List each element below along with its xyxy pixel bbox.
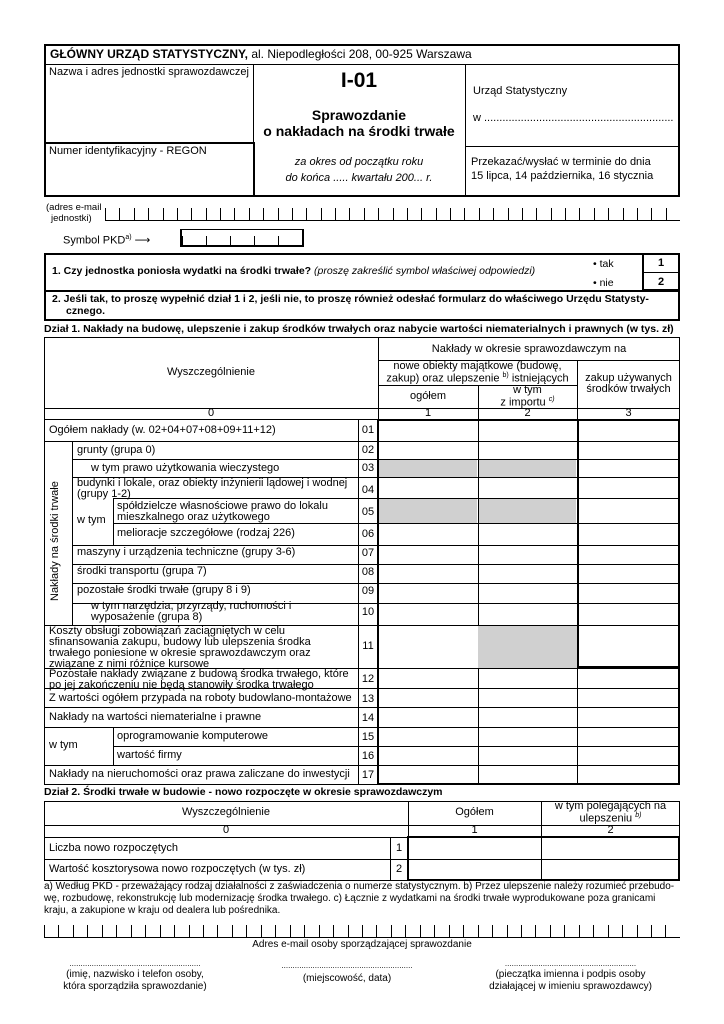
s1-wtym-2: w tym [49, 739, 78, 751]
s2-num-1: 1 [471, 824, 478, 836]
char-cell[interactable] [579, 925, 593, 937]
char-cell[interactable] [407, 208, 421, 220]
char-cell[interactable] [304, 925, 318, 937]
char-cell[interactable] [261, 925, 275, 937]
s1-row-12-label: Pozostałe nakłady związane z budową środka trwałego, które po jej zakończeniu nie będą stanowiły środka trwałego [49, 668, 349, 691]
s2-col-total: Ogółem [455, 806, 494, 818]
row-separator [113, 523, 680, 524]
char-cell[interactable] [608, 208, 622, 220]
s1-num-0: 0 [207, 407, 215, 419]
char-cell[interactable] [73, 925, 87, 937]
char-cell[interactable] [579, 208, 593, 220]
char-cell[interactable] [177, 208, 191, 220]
char-cell[interactable] [378, 208, 392, 220]
char-cell[interactable] [637, 925, 651, 937]
sig-place: (miejscowość, data) [302, 973, 392, 984]
office-name: GŁÓWNY URZĄD STATYSTYCZNY, [50, 47, 248, 61]
char-cell[interactable] [651, 925, 665, 937]
s2-col-improve-1: w tym polegających na [554, 800, 667, 812]
s1-col-new-1: nowe obiekty majątkowe (budowę, [393, 360, 562, 372]
s1-row-15-no: 15 [361, 731, 375, 743]
s2-row-2-no: 2 [395, 863, 403, 875]
pkd-input[interactable] [180, 229, 304, 247]
s1-row-02-label: grunty (grupa 0) [77, 444, 156, 456]
char-cell[interactable] [191, 208, 205, 220]
char-cell[interactable] [306, 208, 320, 220]
char-cell[interactable] [550, 925, 564, 937]
char-cell[interactable] [319, 925, 333, 937]
s1-row-09-no: 09 [361, 585, 375, 597]
char-cell[interactable] [58, 925, 72, 937]
deadline-line-2: 15 lipca, 14 października, 16 stycznia [471, 170, 654, 182]
footnote-1: a) Według PKD - przeważający rodzaj działalności z zaświadczenia o numerze statystycznym. b) Przez ulepszenie należy rozumieć przebudo- [44, 881, 675, 892]
s1-col-total: ogółem [409, 390, 447, 402]
row-separator [44, 707, 680, 708]
char-cell[interactable] [348, 925, 362, 937]
char-cell[interactable] [203, 925, 217, 937]
char-cell[interactable] [148, 208, 162, 220]
char-cell[interactable] [594, 208, 608, 220]
char-cell[interactable] [565, 208, 579, 220]
s1-row-04-no: 04 [361, 484, 375, 496]
char-cell[interactable] [206, 236, 230, 246]
char-cell[interactable] [564, 925, 578, 937]
char-cell[interactable] [450, 208, 464, 220]
char-cell[interactable] [536, 208, 550, 220]
char-cell[interactable] [263, 208, 277, 220]
sig-dots-3[interactable]: ........................................................... [504, 959, 637, 968]
char-cell[interactable] [163, 208, 177, 220]
char-cell[interactable] [492, 925, 506, 937]
period-line-2: do końca ..... kwartału 200... r. [285, 172, 433, 184]
s1-row-07-no: 07 [361, 547, 375, 559]
form-title-2: o nakładach na środki trwałe [263, 123, 455, 139]
unit-name-label: Nazwa i adres jednostki sprawozdawczej [49, 66, 249, 78]
s1-row-14-label: Nakłady na wartości niematerialne i prawne [49, 711, 262, 723]
char-cell[interactable] [651, 208, 665, 220]
author-email-input[interactable] [44, 920, 680, 938]
char-cell[interactable] [479, 208, 493, 220]
s1-row-16-label: wartość firmy [117, 749, 182, 761]
s1-col-new-2: zakup) oraz ulepszenie $^{b)}$ istniejących [386, 372, 569, 385]
sig-stamp-1: (pieczątka imienna i podpis osoby [495, 969, 646, 980]
char-cell[interactable] [232, 925, 246, 937]
char-cell[interactable] [376, 925, 390, 937]
char-cell[interactable] [420, 925, 434, 937]
s1-row-14-no: 14 [361, 712, 375, 724]
s1-row-17-no: 17 [361, 769, 375, 781]
s1-row-05-no: 05 [361, 506, 375, 518]
email-label-1: (adres e-mail [46, 202, 102, 213]
s1-row-11-no: 11 [362, 640, 374, 652]
char-cell[interactable] [116, 925, 130, 937]
s1-row-15-label: oprogramowanie komputerowe [117, 730, 269, 742]
char-cell[interactable] [364, 208, 378, 220]
office-line [50, 48, 472, 61]
char-cell[interactable] [522, 208, 536, 220]
char-cell[interactable] [622, 925, 636, 937]
char-cell[interactable] [507, 925, 521, 937]
row-separator [44, 727, 680, 728]
char-cell[interactable] [665, 925, 679, 937]
answer-yes-code[interactable]: 1 [657, 257, 665, 269]
char-cell[interactable] [206, 208, 220, 220]
regon-label: Numer identyfikacyjny - REGON [49, 145, 207, 157]
s1-row-16-no: 16 [361, 750, 375, 762]
section1-title: Dział 1. Nakłady na budowę, ulepszenie i zakup środków trwałych oraz nabycie wartości niematerialnych i prawnych (w tys. zł) [44, 323, 674, 335]
s1-vertical-label: Nakłady na środki trwałe [49, 481, 61, 601]
s1-row-11-label: Koszty obsługi zobowiązań zaciągniętych w celu sfinansowania zakupu, budowy lub ulepszenia środka trwałego poniesione w okresie sprawozdawczym oraz związane z nimi różnice kursowe [49, 625, 311, 670]
s1-row-01-label: Ogółem nakłady (w. 02+04+07+08+09+11+12) [49, 424, 276, 436]
char-cell[interactable] [551, 208, 565, 220]
char-cell[interactable] [131, 925, 145, 937]
row-separator [44, 765, 680, 766]
s1-num-3: 3 [625, 407, 632, 419]
char-cell[interactable] [290, 925, 304, 937]
char-cell[interactable] [254, 236, 278, 246]
sig-stamp-2: działającej w imieniu sprawozdawcy) [489, 981, 652, 992]
char-cell[interactable] [275, 925, 289, 937]
char-cell[interactable] [189, 925, 203, 937]
q2-line-1: 2. Jeśli tak, to proszę wypełnić dział 1 i 2, jeśli nie, to proszę również odesłać formularz do właściwego Urzędu Statysty- [52, 293, 649, 305]
questions-frame [44, 253, 680, 321]
sig-dots-2[interactable]: ........................................................... [281, 961, 413, 970]
email-label-2: jednostki) [51, 213, 92, 224]
char-cell[interactable] [230, 236, 254, 246]
char-cell[interactable] [174, 925, 188, 937]
s2-row-2-label: Wartość kosztorysowa nowo rozpoczętych (w tys. zł) [49, 863, 306, 875]
sig-name-1: (imię, nazwisko i telefon osoby, [66, 969, 204, 980]
char-cell[interactable] [182, 236, 206, 246]
s2-num-0: 0 [222, 824, 230, 836]
char-cell[interactable] [278, 208, 292, 220]
char-cell[interactable] [333, 925, 347, 937]
s2-col-spec: Wyszczególnienie [182, 806, 270, 818]
office-address: al. Niepodległości 208, 00-925 Warszawa [251, 47, 472, 61]
char-cell[interactable] [249, 208, 263, 220]
char-cell[interactable] [234, 208, 248, 220]
s1-col-import-1: w tym [513, 384, 542, 396]
s1-col-spec: Wyszczególnienie [167, 366, 255, 378]
s1-row-09-label: pozostałe środki trwałe (grupy 8 i 9) [77, 584, 251, 596]
s1-row-08-label: środki transportu (grupa 7) [77, 565, 207, 577]
char-cell[interactable] [535, 925, 549, 937]
row-separator [113, 746, 680, 747]
char-cell[interactable] [463, 925, 477, 937]
q1: 1. Czy jednostka poniosła wydatki na środki trwałe? (proszę zakreślić symbol właściwej odpowiedzi) [52, 265, 536, 277]
s1-row-08-no: 08 [361, 566, 375, 578]
s2-col-improve-2: ulepszeniu $^{b)}$ [579, 812, 642, 825]
pkd-label: Symbol PKD$^{a)}$ ⟶ [63, 234, 151, 247]
s1-row-02-no: 02 [361, 444, 375, 456]
char-cell[interactable] [436, 208, 450, 220]
s1-row-13-label: Z wartości ogółem przypada na roboty budowlano-montażowe [49, 692, 352, 704]
char-cell[interactable] [405, 925, 419, 937]
row-separator [44, 441, 680, 442]
section2-title: Dział 2. Środki trwałe w budowie - nowo rozpoczęte w okresie sprawozdawczym [44, 786, 443, 798]
s1-wtym-1: w tym [77, 514, 106, 526]
s1-row-01-no: 01 [361, 424, 375, 436]
char-cell[interactable] [623, 208, 637, 220]
char-cell[interactable] [434, 925, 448, 937]
author-email-caption: Adres e-mail osoby sporządzającej sprawozdanie [252, 939, 472, 950]
char-cell[interactable] [637, 208, 651, 220]
s1-row-03-no: 03 [361, 462, 375, 474]
char-cell[interactable] [44, 925, 58, 937]
char-cell[interactable] [145, 925, 159, 937]
char-cell[interactable] [449, 925, 463, 937]
footnote-2: wę, rozbudowę, rekonstrukcję lub modernizację środka trwałego. c) Łącznie z wydatkami na środki trwałe wyprodukowane poza granicami [44, 893, 656, 904]
answer-no-label[interactable]: • nie [593, 277, 614, 289]
s1-col-group: Nakłady w okresie sprawozdawczym na [431, 343, 627, 355]
char-cell[interactable] [593, 925, 607, 937]
form-code: I-01 [340, 69, 378, 92]
char-cell[interactable] [608, 925, 622, 937]
us-field[interactable]: w .............................................................. [473, 112, 674, 124]
char-cell[interactable] [493, 208, 507, 220]
s1-row-03-label: w tym prawo użytkowania wieczystego [91, 462, 280, 474]
footnote-3: kraju, a zakupione w kraju od dealera lub pośrednika. [44, 905, 281, 916]
answer-yes-label[interactable]: • tak [593, 258, 614, 270]
s1-col-used-1: zakup używanych [585, 372, 672, 384]
char-cell[interactable] [134, 208, 148, 220]
char-cell[interactable] [478, 925, 492, 937]
s1-row-12-no: 12 [361, 673, 375, 685]
char-cell[interactable] [87, 925, 101, 937]
char-cell[interactable] [464, 208, 478, 220]
email-input[interactable] [105, 203, 680, 221]
form-title-1: Sprawozdanie [311, 107, 407, 123]
char-cell[interactable] [278, 236, 302, 246]
period-line-1: za okres od początku roku [294, 156, 424, 168]
s2-row-1-label: Liczba nowo rozpoczętych [49, 842, 179, 854]
char-cell[interactable] [292, 208, 306, 220]
char-cell[interactable] [220, 208, 234, 220]
row-separator [72, 459, 680, 460]
char-cell[interactable] [421, 208, 435, 220]
s1-col-import-2: z importu $^{c)}$ [500, 396, 555, 409]
s1-row-17-label: Nakłady na nieruchomości oraz prawa zaliczane do inwestycji [49, 768, 350, 780]
char-cell[interactable] [521, 925, 535, 937]
s1-col-used-2: środków trwałych [586, 383, 671, 395]
s2-num-2: 2 [607, 824, 614, 836]
s1-row-04-label: budynki i lokale, oraz obiekty inżynierii lądowej i wodnej (grupy 1-2) [77, 477, 348, 500]
s2-row-1-no: 1 [395, 842, 403, 854]
char-cell[interactable] [102, 925, 116, 937]
char-cell[interactable] [119, 208, 133, 220]
s1-row-05-label: spółdzielcze własnościowe prawo do lokalu mieszkalnego oraz użytkowego [117, 500, 328, 523]
s1-num-2: 2 [524, 407, 531, 419]
char-cell[interactable] [246, 925, 260, 937]
s1-row-06-label: melioracje szczegółowe (rodzaj 226) [117, 527, 295, 539]
sig-name-2: która sporządziła sprawozdanie) [63, 981, 207, 992]
s2-data-frame [407, 836, 680, 881]
sig-dots-1[interactable]: ........................................................... [69, 959, 201, 968]
char-cell[interactable] [349, 208, 363, 220]
s1-row-07-label: maszyny i urządzenia techniczne (grupy 3-6) [77, 546, 296, 558]
us-label: Urząd Statystyczny [473, 85, 568, 97]
s1-row-10-no: 10 [361, 606, 375, 618]
s1-row-10-label: w tym narzędzia, przyrządy, ruchomości i wyposażenie (grupa 8) [91, 600, 292, 623]
s1-num-1: 1 [424, 407, 432, 419]
char-cell[interactable] [393, 208, 407, 220]
char-cell[interactable] [160, 925, 174, 937]
deadline-line-1: Przekazać/wysłać w terminie do dnia [471, 156, 651, 168]
char-cell[interactable] [666, 208, 680, 220]
s1-row-06-no: 06 [361, 528, 375, 540]
char-cell[interactable] [105, 208, 119, 220]
answer-no-code[interactable]: 2 [657, 276, 665, 288]
char-cell[interactable] [217, 925, 231, 937]
char-cell[interactable] [335, 208, 349, 220]
char-cell[interactable] [508, 208, 522, 220]
s1-row-13-no: 13 [361, 693, 375, 705]
char-cell[interactable] [362, 925, 376, 937]
q2-line-2: cznego. [66, 305, 106, 317]
char-cell[interactable] [391, 925, 405, 937]
char-cell[interactable] [321, 208, 335, 220]
